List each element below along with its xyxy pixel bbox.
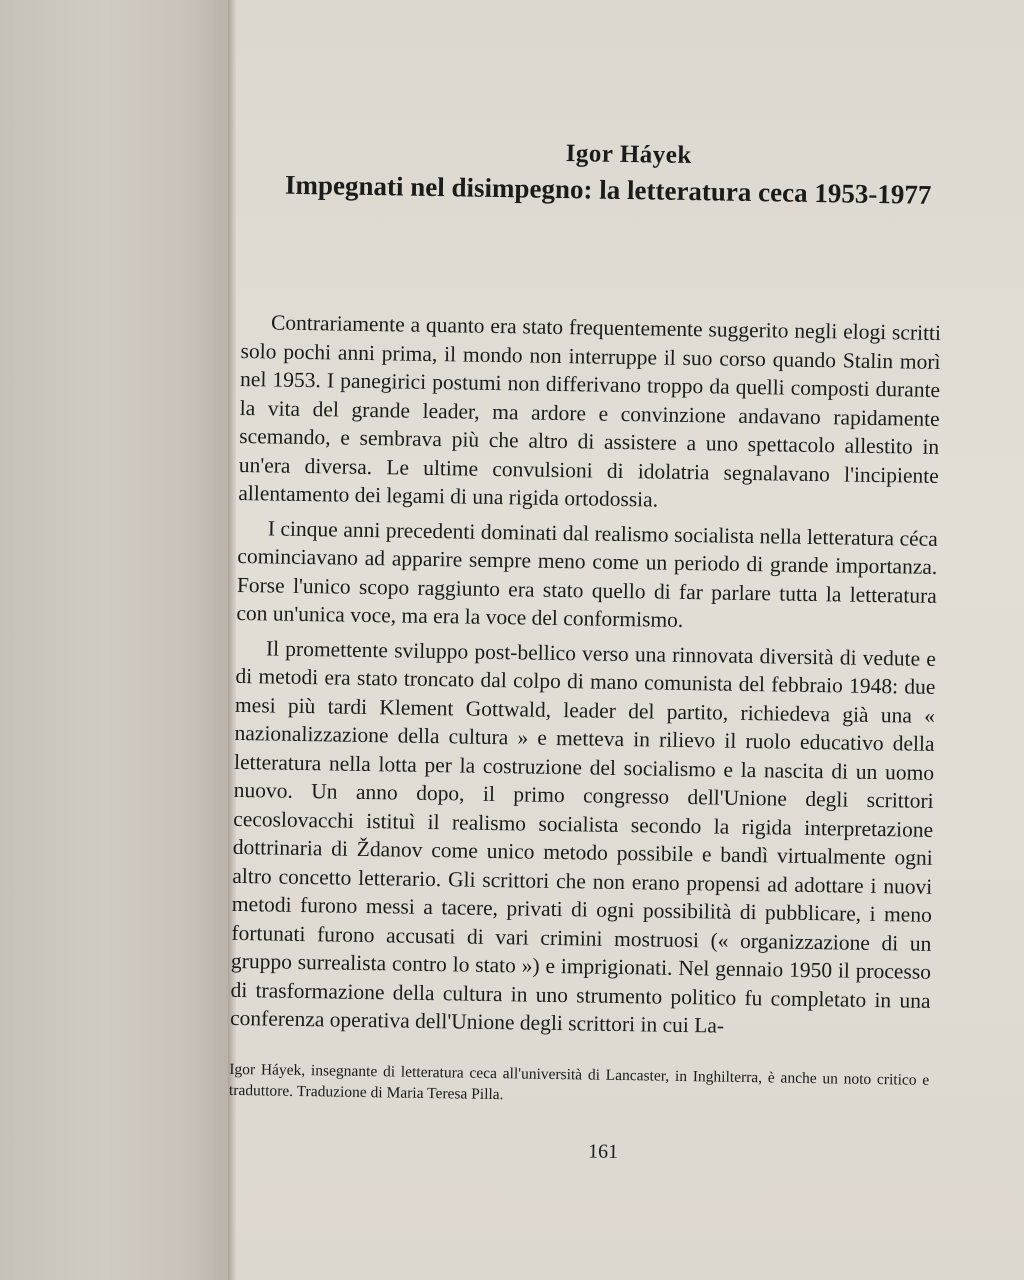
footnote: Igor Háyek, insegnante di letteratura ceca all'università di Lancaster, in Inghilterra, è anche un noto critico e traduttore. Traduzione di Maria Teresa Pilla. [228,1060,930,1103]
article-title: Impegnati nel disimpegno: la letteratura ceca 1953-1977 [284,169,932,210]
body-paragraph: Contrariamente a quanto era stato frequentemente suggerito negli elogi scritti solo pochi anni prima, il mondo non interruppe il suo corso quando Stalin morì nel 1953. I panegirici postumi non differivano troppo da quelli composti durante la vita del grande leader, ma ardore e convinzione andavano rapidamente scemando, e sembrava più che altro di assistere a uno spettacolo allestito in un'era diversa. Le ultime convulsioni di idolatria segnalavano l'incipiente allentamento dei legami di una rigida ortodossia. [238,310,942,512]
body-paragraph: Il promettente sviluppo post-bellico verso una rinnovata diversità di vedute e di metodi era stato troncato dal colpo di mano comunista del febbraio 1948: due mesi più tardi Klement Gottwald, leader del partito, richiedeva già una « nazionalizzazione della cultura » e metteva in rilievo il ruolo educativo della letteratura nella lotta per la costruzione del socialismo e la nascita di un uomo nuovo. Un anno dopo, il primo congresso dell'Unione degli scrittori cecoslovacchi istituì il realismo socialista secondo la rigida interpretazione dottrinaria di Ždanov come unico metodo possibile e bandì virtualmente ogni altro concetto letterario. Gli scrittori che non erano propensi ad adottare i nuovi metodi furono messi a tacere, privati di ogni possibilità di pubblicare, i meno fortunati furono accusati di vari crimini mostruosi (« organizzazione di un gruppo surrealista contro lo stato ») e imprigionati. Nel gennaio 1950 il processo di trasformazione della cultura in uno strumento politico fu completato in una conferenza operativa dell'Unione degli scrittori in cui La- [229,635,937,1038]
author-name: Igor Háyek [565,140,692,170]
body-paragraph: I cinque anni precedenti dominati dal realismo socialista nella letteratura céca cominciavano ad apparire sempre meno come un periodo di grande importanza. Forse l'unico scopo raggiunto era stato quello di far parlare tutta la letteratura con un'unica voce, ma era la voce del conformismo. [236,515,938,632]
left-page [0,0,232,1280]
page-content [228,135,954,1169]
page-number: 161 [587,1140,619,1163]
